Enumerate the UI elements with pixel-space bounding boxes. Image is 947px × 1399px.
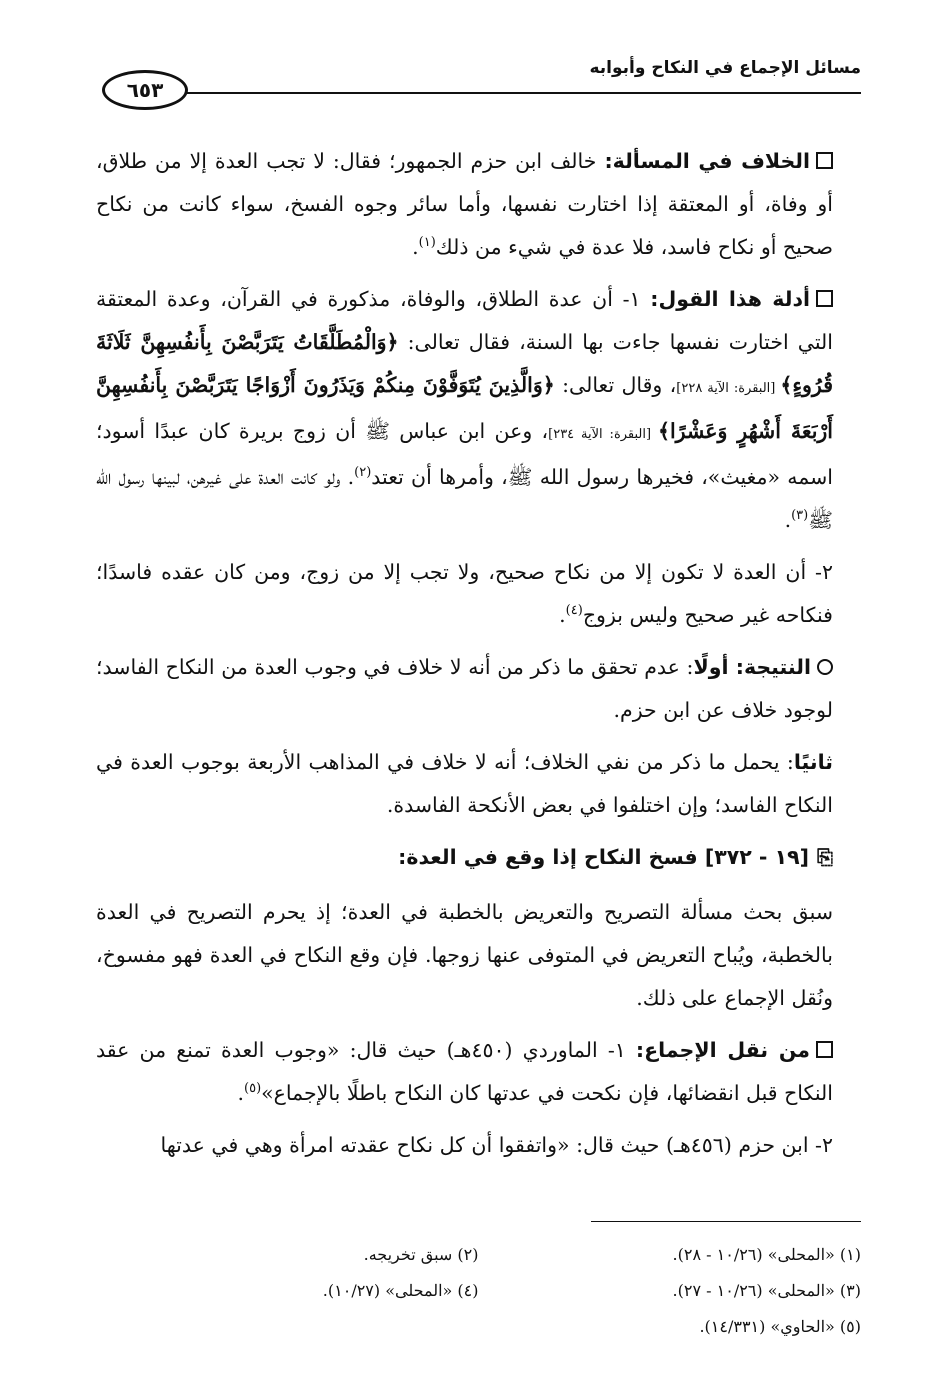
paragraph-text: خالف ابن حزم الجمهور؛ فقال: لا تجب العدة إلا من طلاق، أو وفاة، أو المعتقة إذا اختارت نفسها، وأما سائر وجوه الفسخ، سواء كانت من نكاح صحيح أو نكاح فاسد، فلا عدة في شيء من ذلك <box>96 149 833 259</box>
quran-verse: ﴿وَالَّذِينَ يُتَوَفَّوْنَ مِنكُمْ وَيَذَرُونَ أَزْوَاجًا يَتَرَبَّصْنَ بِأَنفُسِهِنَّ أَرْبَعَةَ أَشْهُرٍ وَعَشْرًا﴾ <box>96 373 834 443</box>
paragraph-label: من نقل الإجماع: <box>635 1038 811 1062</box>
square-bullet-icon <box>816 1041 833 1058</box>
section-title: [١٩ - ٣٧٢] فسخ النكاح إذا وقع في العدة: <box>398 845 809 869</box>
paragraph-evidence-2: ٢- أن العدة لا تكون إلا من نكاح صحيح، ولا تجب إلا من زوج، ومن كان عقده فاسدًا؛ فنكاحه غير صحيح وليس بزوج$^{(٤)}$. <box>96 560 833 627</box>
footnote-5: (٥) «الحاوي» (١٤/٣٣١). <box>699 1317 861 1336</box>
paragraph-result <box>96 646 861 732</box>
paragraph-second <box>96 741 861 827</box>
footnote-1: (١) «المحلى» (١٠/٢٦ - ٢٨). <box>672 1245 861 1264</box>
paragraph-text: ٢- ابن حزم (٤٥٦هـ) حيث قال: «واتفقوا أن كل نكاح عقدته امرأة وهي في عدتها <box>160 1133 833 1157</box>
document-icon: ⎘ <box>817 845 833 869</box>
quran-verse: ﴿وَالْمُطَلَّقَاتُ يَتَرَبَّصْنَ بِأَنفُسِهِنَّ ثَلَاثَةَ قُرُوءٍ﴾ <box>96 330 833 397</box>
paragraph-text: ١- الماوردي (٤٥٠هـ) حيث قال: «وجوب العدة تمنع من عقد النكاح قبل انقضائها، فإن نكحت في عدتها كان النكاح باطلًا بالإجماع» <box>96 1038 833 1105</box>
paragraph-text: ١- أن عدة الطلاق، والوفاة، مذكورة في القرآن، وعدة المعتقة التي اختارت نفسها جاءت بها السنة، فقال تعالى: <box>96 287 833 354</box>
running-title: مسائل الإجماع في النكاح وأبوابه <box>589 58 861 78</box>
footnote-ref: (٥) <box>244 1081 262 1097</box>
section-heading <box>96 836 861 879</box>
square-bullet-icon <box>816 290 833 307</box>
footnotes <box>96 1237 861 1345</box>
verse-reference: [البقرة: الآية ٢٣٤] <box>548 427 658 442</box>
paragraph-text: سبق بحث مسألة التصريح والتعريض بالخطبة في العدة؛ إذ يحرم التصريح في العدة بالخطبة، ويُباح التعريض في المتوفى عنها زوجها. فإن وقع النكاح في العدة فهو مفسوخ، ونُقل الإجماع على ذلك. <box>96 900 833 1010</box>
paragraph-text: : يحمل ما ذكر من نفي الخلاف؛ أنه لا خلاف في المذاهب الأربعة بوجوب العدة في النكاح الفاسد؛ وإن اختلفوا في بعض الأنكحة الفاسدة. <box>96 750 833 817</box>
header-rule <box>186 92 861 94</box>
footnote-4: (٤) «المحلى» (١٠/٢٧). <box>322 1281 479 1300</box>
footnote-separator <box>591 1221 861 1222</box>
footnote-3: (٣) «المحلى» (١٠/٢٦ - ٢٧). <box>672 1281 861 1300</box>
page-header <box>98 52 861 102</box>
paragraph-label: أدلة هذا القول: <box>650 287 810 311</box>
paragraph-disagreement: الخلاف في المسألة: خالف ابن حزم الجمهور؛ فقال: لا تجب العدة إلا من طلاق، أو وفاة، أو المعتقة إذا اختارت نفسها، وأما سائر وجوه الفسخ، سواء كانت من نكاح صحيح أو نكاح فاسد، فلا عدة في شيء من ذلك$^{(١)}$. <box>96 149 833 259</box>
paragraph-consensus: من نقل الإجماع: ١- الماوردي (٤٥٠هـ) حيث قال: «وجوب العدة تمنع من عقد النكاح قبل انقضائها، فإن نكحت في عدتها كان النكاح باطلًا بالإجماع»$^{(٥)}$. <box>96 1038 833 1105</box>
footnote-ref: (٣) <box>791 508 809 524</box>
paragraph-text: : عدم تحقق ما ذكر من أنه لا خلاف في وجوب العدة من النكاح الفاسد؛ لوجود خلاف عن ابن حزم. <box>96 655 833 722</box>
paragraph-label: الخلاف في المسألة: <box>604 149 810 173</box>
verse-reference: [البقرة: الآية ٢٢٨] <box>676 381 781 396</box>
paragraph-evidence: أدلة هذا القول: ١- أن عدة الطلاق، والوفاة، مذكورة في القرآن، وعدة المعتقة التي اختارت نفسها جاءت بها السنة، فقال تعالى: ﴿وَالْمُطَلَّقَاتُ يَتَرَبَّصْنَ بِأَنفُسِهِنَّ ثَلَاثَةَ قُرُوءٍ﴾ [البقرة: الآية ٢٢٨]، وقال تعالى: ﴿وَالَّذِينَ يُتَوَفَّوْنَ مِنكُمْ وَيَذَرُونَ أَزْوَاجًا يَتَرَبَّصْنَ بِأَنفُسِهِنَّ أَرْبَعَةَ أَشْهُرٍ وَعَشْرًا﴾ [البقرة: الآية ٢٣٤]، وعن ابن عباس ﷺ أن زوج بريرة كان عبدًا أسود؛ اسمه «مغيث»، فخيرها رسول الله ﷺ، وأمرها أن تعتد$^{(٢)}$. ولو كانت العدة على غيرهن، لبينها رسول الله ﷺ$^{(٣)}$. <box>96 287 834 532</box>
page-number: ٦٥٣ <box>102 70 188 110</box>
paragraph-text: ٢- أن العدة لا تكون إلا من نكاح صحيح، ولا تجب إلا من زوج، ومن كان عقده فاسدًا؛ فنكاحه غير صحيح وليس بزوج <box>96 560 833 627</box>
square-bullet-icon <box>816 152 833 169</box>
footnote-ref: (٢) <box>354 465 372 481</box>
paragraph-label: ثانيًا <box>793 750 833 774</box>
circle-bullet-icon <box>817 659 833 675</box>
footnote-ref: (٤) <box>565 603 583 619</box>
paragraph-label: النتيجة: أولًا <box>693 655 812 679</box>
main-text <box>96 140 861 1176</box>
paragraph-ibn-hazm <box>96 1124 861 1167</box>
footnote-2: (٢) سبق تخريجه. <box>363 1245 479 1264</box>
footnote-ref: (١) <box>418 235 436 251</box>
paragraph-intro <box>96 891 861 1020</box>
